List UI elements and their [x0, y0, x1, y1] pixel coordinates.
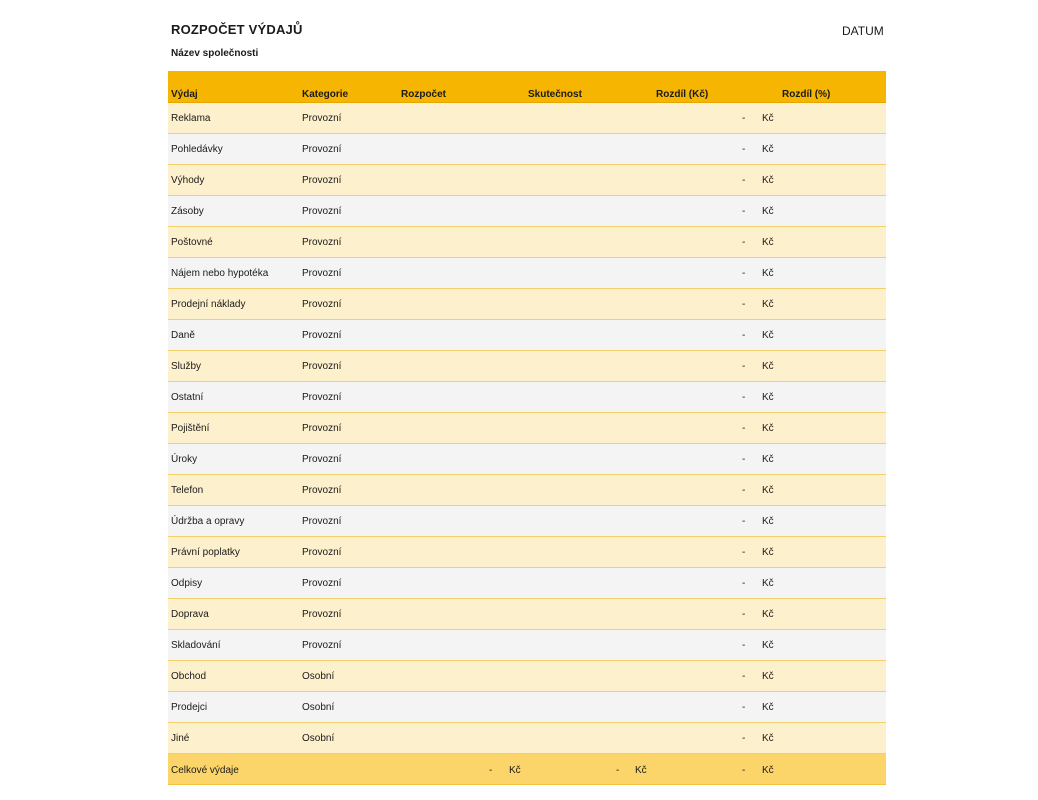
- category-cell: Osobní: [302, 702, 335, 713]
- column-header-budget: Rozpočet: [401, 89, 446, 100]
- difference-currency: Kč: [762, 299, 774, 310]
- expense-cell: Jiné: [171, 733, 190, 744]
- difference-currency: Kč: [762, 702, 774, 713]
- difference-dash: -: [742, 423, 746, 434]
- table-row[interactable]: [168, 568, 886, 599]
- expense-table: [168, 71, 886, 785]
- difference-currency: Kč: [762, 392, 774, 403]
- expense-cell: Poštovné: [171, 237, 213, 248]
- difference-dash: -: [742, 330, 746, 341]
- category-cell: Provozní: [302, 392, 342, 403]
- difference-dash: -: [742, 609, 746, 620]
- table-row[interactable]: [168, 692, 886, 723]
- difference-currency: Kč: [762, 516, 774, 527]
- difference-currency: Kč: [762, 237, 774, 248]
- page-title: ROZPOČET VÝDAJŮ: [171, 22, 303, 37]
- category-cell: Provozní: [302, 299, 342, 310]
- difference-currency: Kč: [762, 175, 774, 186]
- expense-cell: Pojištění: [171, 423, 210, 434]
- table-row[interactable]: [168, 196, 886, 227]
- expense-cell: Prodejci: [171, 702, 208, 713]
- total-budget-currency: Kč: [509, 765, 521, 776]
- category-cell: Provozní: [302, 485, 342, 496]
- difference-dash: -: [742, 392, 746, 403]
- category-cell: Provozní: [302, 237, 342, 248]
- table-row[interactable]: [168, 599, 886, 630]
- difference-currency: Kč: [762, 485, 774, 496]
- table-row[interactable]: [168, 382, 886, 413]
- category-cell: Provozní: [302, 268, 342, 279]
- expense-cell: Doprava: [171, 609, 209, 620]
- expense-cell: Skladování: [171, 640, 221, 651]
- total-actual-currency: Kč: [635, 765, 647, 776]
- difference-currency: Kč: [762, 423, 774, 434]
- difference-dash: -: [742, 361, 746, 372]
- expense-cell: Zásoby: [171, 206, 204, 217]
- category-cell: Provozní: [302, 361, 342, 372]
- total-actual-dash: -: [616, 765, 620, 776]
- table-row[interactable]: [168, 630, 886, 661]
- column-header-category: Kategorie: [302, 89, 349, 100]
- difference-currency: Kč: [762, 733, 774, 744]
- difference-currency: Kč: [762, 547, 774, 558]
- table-row[interactable]: [168, 475, 886, 506]
- difference-dash: -: [742, 485, 746, 496]
- total-row[interactable]: [168, 754, 886, 785]
- difference-currency: Kč: [762, 578, 774, 589]
- difference-dash: -: [742, 547, 746, 558]
- table-row[interactable]: [168, 351, 886, 382]
- expense-cell: Reklama: [171, 113, 211, 124]
- difference-dash: -: [742, 702, 746, 713]
- difference-dash: -: [742, 268, 746, 279]
- expense-cell: Daně: [171, 330, 195, 341]
- column-header-expense: Výdaj: [171, 89, 198, 100]
- difference-currency: Kč: [762, 671, 774, 682]
- category-cell: Osobní: [302, 733, 335, 744]
- table-row[interactable]: [168, 165, 886, 196]
- difference-dash: -: [742, 237, 746, 248]
- category-cell: Provozní: [302, 454, 342, 465]
- total-difference-currency: Kč: [762, 765, 774, 776]
- column-header-difference-percent: Rozdíl (%): [782, 89, 831, 100]
- column-header-actual: Skutečnost: [528, 89, 582, 100]
- difference-currency: Kč: [762, 640, 774, 651]
- expense-cell: Služby: [171, 361, 202, 372]
- expense-cell: Odpisy: [171, 578, 203, 589]
- expense-cell: Právní poplatky: [171, 547, 240, 558]
- category-cell: Provozní: [302, 175, 342, 186]
- table-row[interactable]: [168, 320, 886, 351]
- table-row[interactable]: [168, 258, 886, 289]
- table-row[interactable]: [168, 103, 886, 134]
- table-row[interactable]: [168, 289, 886, 320]
- category-cell: Provozní: [302, 206, 342, 217]
- table-row[interactable]: [168, 506, 886, 537]
- table-header: [168, 71, 886, 103]
- table-row[interactable]: [168, 723, 886, 754]
- table-row[interactable]: [168, 413, 886, 444]
- difference-currency: Kč: [762, 609, 774, 620]
- difference-dash: -: [742, 206, 746, 217]
- category-cell: Provozní: [302, 640, 342, 651]
- expense-cell: Prodejní náklady: [171, 299, 246, 310]
- category-cell: Provozní: [302, 330, 342, 341]
- total-difference-dash: -: [742, 765, 746, 776]
- difference-currency: Kč: [762, 144, 774, 155]
- category-cell: Provozní: [302, 144, 342, 155]
- expense-cell: Údržba a opravy: [171, 516, 245, 527]
- table-row[interactable]: [168, 227, 886, 258]
- difference-currency: Kč: [762, 268, 774, 279]
- category-cell: Provozní: [302, 516, 342, 527]
- category-cell: Provozní: [302, 547, 342, 558]
- company-name: Název společnosti: [171, 48, 259, 59]
- table-row[interactable]: [168, 444, 886, 475]
- expense-cell: Pohledávky: [171, 144, 223, 155]
- total-label: Celkové výdaje: [171, 765, 239, 776]
- category-cell: Provozní: [302, 578, 342, 589]
- difference-currency: Kč: [762, 206, 774, 217]
- date-label: DATUM: [842, 24, 884, 38]
- difference-currency: Kč: [762, 454, 774, 465]
- column-header-difference-kc: Rozdíl (Kč): [656, 89, 709, 100]
- difference-dash: -: [742, 640, 746, 651]
- expense-cell: Úroky: [171, 454, 198, 465]
- category-cell: Provozní: [302, 609, 342, 620]
- table-body: [168, 103, 886, 754]
- difference-currency: Kč: [762, 361, 774, 372]
- category-cell: Provozní: [302, 113, 342, 124]
- category-cell: Provozní: [302, 423, 342, 434]
- difference-dash: -: [742, 671, 746, 682]
- difference-dash: -: [742, 733, 746, 744]
- difference-dash: -: [742, 175, 746, 186]
- difference-dash: -: [742, 299, 746, 310]
- expense-cell: Výhody: [171, 175, 205, 186]
- category-cell: Osobní: [302, 671, 335, 682]
- difference-dash: -: [742, 113, 746, 124]
- table-row[interactable]: [168, 537, 886, 568]
- difference-dash: -: [742, 144, 746, 155]
- difference-dash: -: [742, 516, 746, 527]
- table-row[interactable]: [168, 134, 886, 165]
- expense-cell: Telefon: [171, 485, 204, 496]
- difference-dash: -: [742, 454, 746, 465]
- total-budget-dash: -: [489, 765, 493, 776]
- expense-cell: Ostatní: [171, 392, 204, 403]
- difference-dash: -: [742, 578, 746, 589]
- expense-cell: Obchod: [171, 671, 207, 682]
- difference-currency: Kč: [762, 113, 774, 124]
- table-row[interactable]: [168, 661, 886, 692]
- expense-cell: Nájem nebo hypotéka: [171, 268, 269, 279]
- difference-currency: Kč: [762, 330, 774, 341]
